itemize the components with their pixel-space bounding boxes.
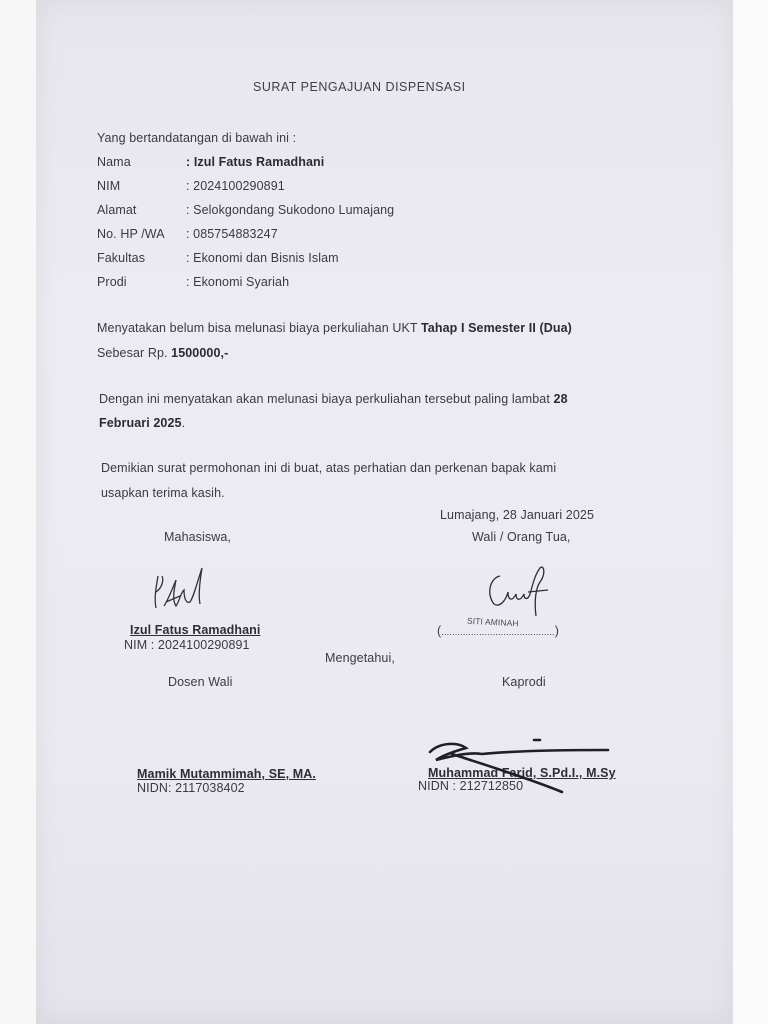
deadline-month: Februari 2025	[99, 416, 182, 430]
amount-prefix: Sebesar Rp.	[97, 346, 172, 360]
deadline-line-1	[99, 392, 568, 406]
head-signature	[422, 736, 612, 796]
head-nidn: NIDN : 212712850	[418, 779, 524, 793]
guardian-handwritten-name: SITI AMINAH	[466, 615, 519, 629]
amount-value: 1500000,-	[171, 346, 229, 360]
deadline-end: .	[181, 416, 186, 430]
field-label-prodi: Prodi	[97, 275, 127, 289]
guardian-close-paren: )	[554, 624, 559, 638]
deadline-day: 28	[553, 392, 568, 406]
paper-sheet	[36, 0, 734, 1024]
advisor-nidn: NIDN: 2117038402	[137, 781, 245, 795]
statement-semester: Tahap I Semester II (Dua)	[421, 321, 572, 335]
guardian-role: Wali / Orang Tua,	[472, 530, 571, 544]
field-value-fakultas: : Ekonomi dan Bisnis Islam	[186, 251, 339, 265]
field-label-nim: NIM	[97, 179, 121, 193]
student-role: Mahasiswa,	[164, 530, 231, 544]
field-label-phone: No. HP /WA	[97, 227, 165, 241]
advisor-name: Mamik Mutammimah, SE, MA.	[137, 767, 316, 781]
background-right	[733, 0, 768, 1024]
student-nim: NIM : 2024100290891	[124, 638, 250, 652]
student-signature	[150, 566, 212, 614]
intro-text: Yang bertandatangan di bawah ini :	[97, 131, 297, 145]
field-value-prodi: : Ekonomi Syariah	[186, 275, 290, 289]
field-label-fakultas: Fakultas	[97, 251, 146, 265]
student-name: Izul Fatus Ramadhani	[130, 623, 261, 637]
closing-line-2: usapkan terima kasih.	[101, 486, 225, 500]
head-role: Kaprodi	[502, 675, 546, 689]
statement-line-2	[97, 346, 228, 360]
field-value-nama: : Izul Fatus Ramadhani	[186, 155, 325, 169]
head-name: Muhammad Farid, S.Pd.I., M.Sy	[428, 766, 616, 780]
field-label-alamat: Alamat	[97, 203, 137, 217]
deadline-text: Dengan ini menyatakan akan melunasi biaya perkuliahan tersebut paling lambat	[99, 392, 554, 406]
field-label-nama: Nama	[97, 155, 131, 169]
guardian-signature	[484, 564, 554, 618]
advisor-role: Dosen Wali	[168, 675, 233, 689]
closing-line-1: Demikian surat permohonan ini di buat, atas perhatian dan perkenan bapak kami	[101, 461, 557, 475]
field-value-nim: : 2024100290891	[186, 179, 285, 193]
statement-text: Menyatakan belum bisa melunasi biaya perkuliahan UKT	[97, 321, 421, 335]
deadline-line-2	[99, 416, 185, 430]
field-value-alamat: : Selokgondang Sukodono Lumajang	[186, 203, 395, 217]
guardian-dotted-line: ..........................................	[441, 627, 555, 637]
statement-line-1	[97, 321, 572, 335]
place-date: Lumajang, 28 Januari 2025	[440, 508, 595, 522]
background-left	[0, 0, 36, 1024]
acknowledged-label: Mengetahui,	[325, 651, 395, 665]
guardian-open-paren: (	[437, 624, 442, 638]
document-title: SURAT PENGAJUAN DISPENSASI	[253, 80, 466, 94]
field-value-phone: : 085754883247	[186, 227, 278, 241]
